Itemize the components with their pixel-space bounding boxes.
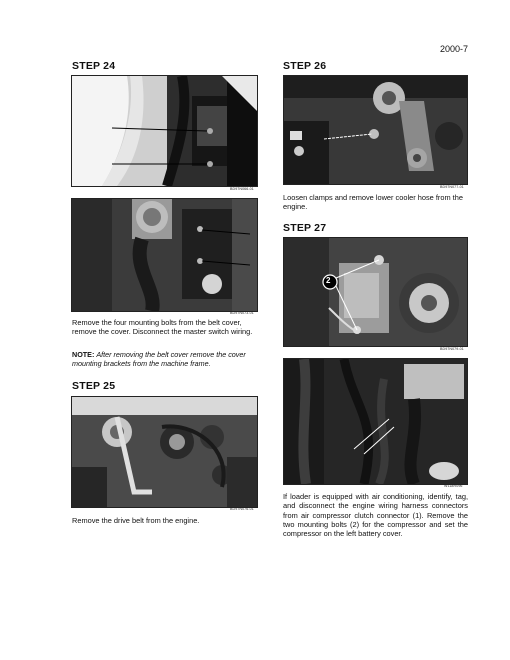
step-24-photo-1-code: BD97N066-01 bbox=[230, 187, 254, 191]
step-24-note bbox=[72, 350, 257, 368]
step-27-text: If loader is equipped with air conditioning, identify, tag, and disconnect the engine wiring harness connectors from air compressor clutch connector (1). Remove the two mounting bolts (2) for the compressor and set the compressor on the left battery cover. bbox=[283, 492, 468, 539]
step-25-text: Remove the drive belt from the engine. bbox=[72, 516, 200, 525]
step-27-photo-2 bbox=[283, 358, 468, 485]
step-25-photo bbox=[71, 396, 258, 508]
step-26-text: Loosen clamps and remove lower cooler hose from the engine. bbox=[283, 193, 463, 212]
step-27-photo-1 bbox=[283, 237, 468, 347]
step-24-text: Remove the four mounting bolts from the belt cover, remove the cover. Disconnect the master switch wiring. bbox=[72, 318, 253, 337]
step-26-photo-code: BD97N077-01 bbox=[440, 185, 464, 189]
step-27-heading: STEP 27 bbox=[283, 222, 327, 234]
page-number: 2000-7 bbox=[439, 44, 468, 54]
step-24-heading: STEP 24 bbox=[72, 60, 116, 72]
step-24-photo-2-code: BD97N073-01 bbox=[230, 311, 254, 315]
step-27-photo-1-code: BD97N079-01 bbox=[440, 347, 464, 351]
step-25-photo-code: BD97N076-01 bbox=[230, 507, 254, 511]
step-27-photo-2-code: W118R096 bbox=[444, 484, 463, 488]
step-27-callout: 2 bbox=[326, 276, 331, 285]
step-25-heading: STEP 25 bbox=[72, 380, 116, 392]
step-26-photo bbox=[283, 75, 468, 185]
step-24-note-text: After removing the belt cover remove the cover mounting brackets from the machine frame. bbox=[72, 350, 246, 368]
step-24-photo-2 bbox=[71, 198, 258, 312]
step-26-heading: STEP 26 bbox=[283, 60, 327, 72]
step-24-photo-1 bbox=[71, 75, 258, 187]
step-24-note-label: NOTE: bbox=[72, 350, 95, 359]
